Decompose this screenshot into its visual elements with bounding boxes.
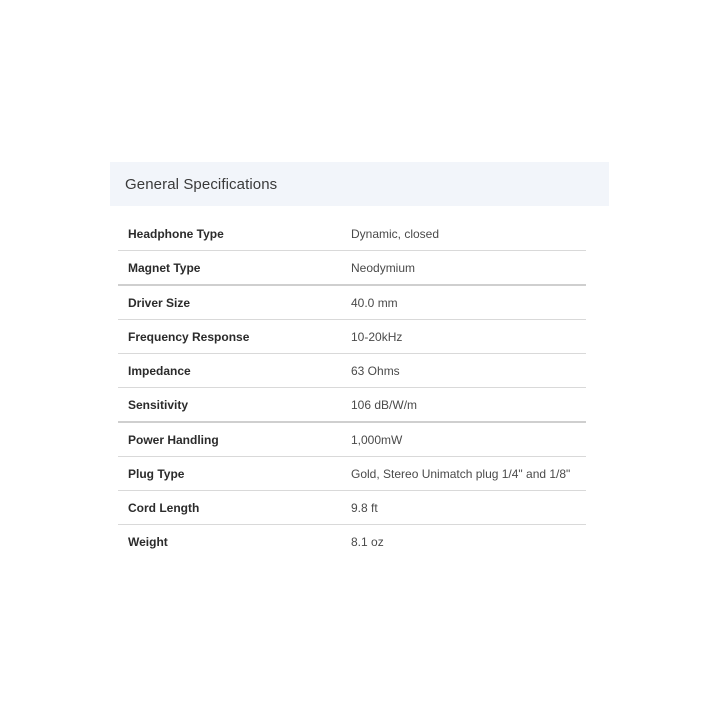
table-row bbox=[118, 457, 586, 491]
spec-value: Dynamic, closed bbox=[351, 226, 440, 241]
spec-label: Power Handling bbox=[128, 432, 219, 447]
spec-value: 10-20kHz bbox=[351, 329, 403, 344]
table-row bbox=[118, 251, 586, 286]
table-row bbox=[118, 388, 586, 423]
table-row bbox=[118, 354, 586, 388]
spec-value: 106 dB/W/m bbox=[351, 397, 418, 412]
table-row bbox=[118, 217, 586, 251]
spec-value: Gold, Stereo Unimatch plug 1/4" and 1/8" bbox=[351, 466, 571, 481]
spec-value: 63 Ohms bbox=[351, 363, 400, 378]
spec-label: Driver Size bbox=[128, 295, 191, 310]
table-row bbox=[118, 525, 586, 559]
spec-label: Frequency Response bbox=[128, 329, 250, 344]
spec-value: 9.8 ft bbox=[351, 500, 378, 515]
table-row bbox=[118, 320, 586, 354]
spec-label: Cord Length bbox=[128, 500, 200, 515]
spec-table bbox=[118, 217, 586, 558]
table-row bbox=[118, 285, 586, 320]
spec-header bbox=[110, 162, 609, 206]
spec-value: 40.0 mm bbox=[351, 295, 398, 310]
spec-value: 1,000mW bbox=[351, 432, 403, 447]
spec-value: 8.1 oz bbox=[351, 534, 384, 549]
spec-label: Impedance bbox=[128, 363, 191, 378]
table-row bbox=[118, 491, 586, 525]
spec-label: Weight bbox=[128, 534, 168, 549]
spec-label: Sensitivity bbox=[128, 397, 189, 412]
spec-label: Plug Type bbox=[128, 466, 185, 481]
table-row bbox=[118, 422, 586, 457]
spec-card bbox=[110, 162, 609, 558]
spec-label: Headphone Type bbox=[128, 226, 224, 241]
spec-label: Magnet Type bbox=[128, 260, 201, 275]
section-title: General Specifications bbox=[125, 175, 278, 193]
spec-value: Neodymium bbox=[351, 260, 416, 275]
